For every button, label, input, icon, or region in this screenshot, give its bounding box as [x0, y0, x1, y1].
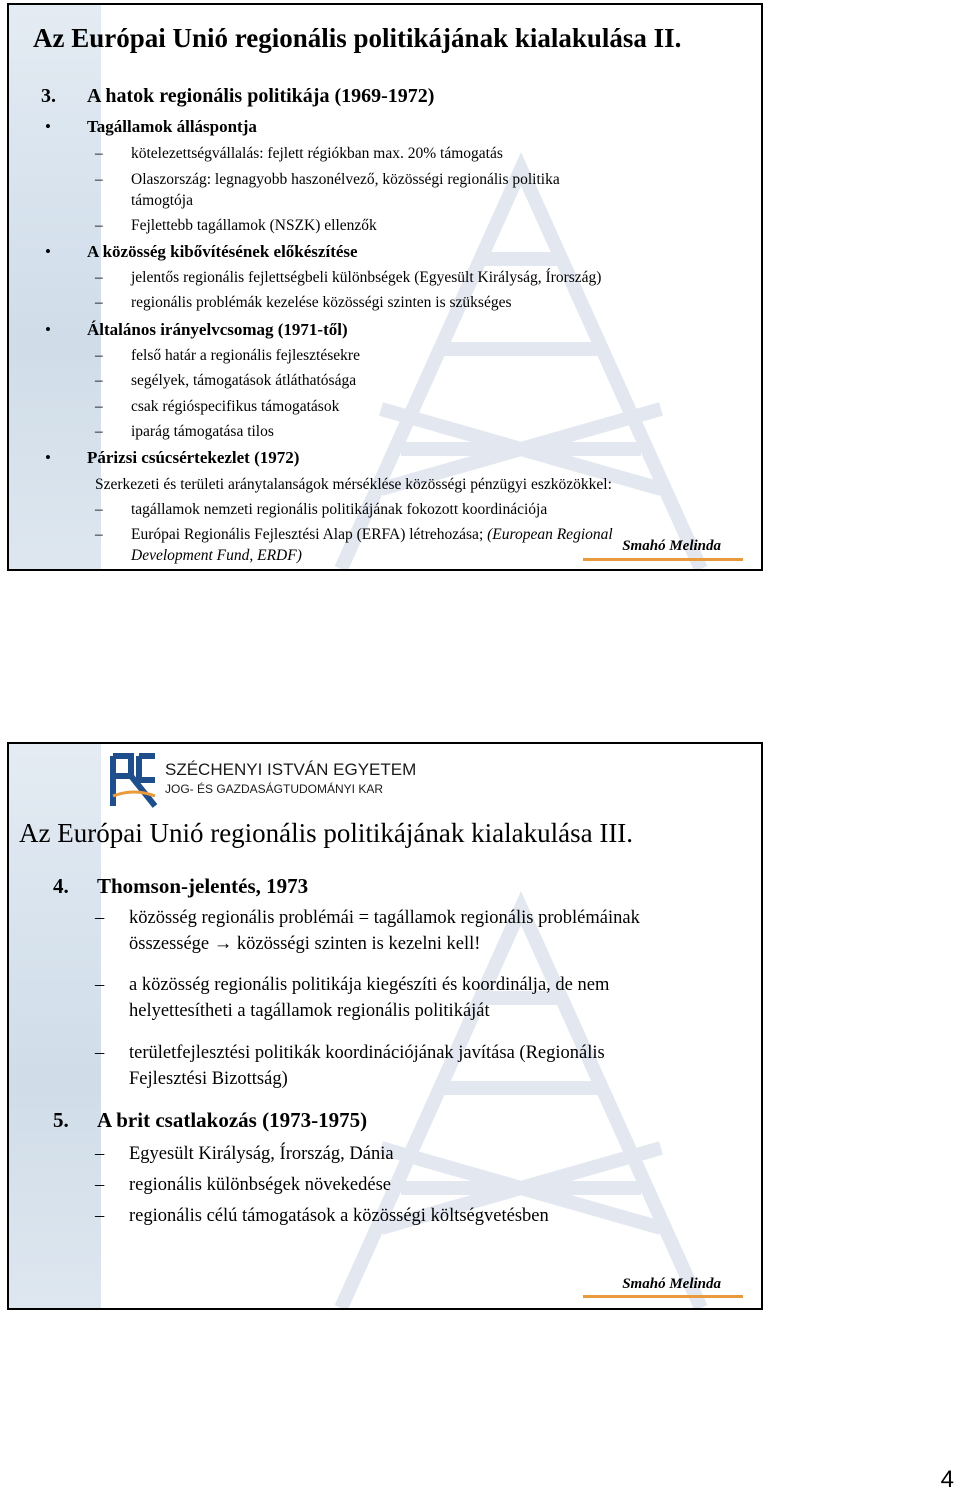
slide-title: Az Európai Unió regionális politikájának kialakulása II. — [33, 23, 682, 53]
section-title: Thomson-jelentés, 1973 — [97, 874, 309, 898]
bullet-label: Tagállamok álláspontja — [87, 117, 257, 136]
list-item: Fejlettebb tagállamok (NSZK) ellenzők — [131, 217, 377, 234]
slide-2 — [7, 3, 763, 571]
dash-icon: – — [95, 145, 103, 162]
faculty-name: JOG- ÉS GAZDASÁGTUDOMÁNYI KAR — [165, 782, 384, 796]
slide-3 — [7, 742, 763, 1310]
bullet-icon: • — [45, 117, 51, 136]
dash-icon: – — [95, 1043, 105, 1063]
list-item-continuation — [129, 934, 480, 955]
list-item: kötelezettségvállalás: fejlett régiókban max. 20% támogatás — [131, 145, 503, 162]
list-item-continuation: támogtója — [131, 192, 193, 209]
list-item: jelentős regionális fejlettségbeli különbségek (Egyesült Királyság, Írország) — [131, 269, 602, 286]
dash-icon: – — [95, 501, 103, 518]
section-number: 3. — [41, 85, 56, 107]
signature-underline — [583, 558, 743, 561]
dash-icon: – — [95, 1175, 105, 1195]
list-item-italic: (European Regional — [487, 526, 613, 543]
university-name: SZÉCHENYI ISTVÁN EGYETEM — [165, 760, 417, 779]
list-item: segélyek, támogatások átláthatósága — [131, 372, 357, 389]
list-item-continuation: Development Fund, ERDF) — [131, 547, 302, 564]
slide-title: Az Európai Unió regionális politikájának kialakulása III. — [19, 818, 634, 848]
section-number: 5. — [53, 1108, 69, 1132]
list-item: Olaszország: legnagyobb haszonélvező, közösségi regionális politika — [131, 171, 560, 188]
list-item: a közösség regionális politikája kiegészíti és koordinálja, de nem — [129, 975, 610, 995]
list-item: területfejlesztési politikák koordinációjának javítása (Regionális — [129, 1043, 605, 1063]
dash-icon: – — [95, 171, 103, 188]
list-item: közösség regionális problémái = tagállamok regionális problémáinak — [129, 908, 640, 928]
section-title: A brit csatlakozás (1973-1975) — [97, 1108, 368, 1132]
bullet-intro: Szerkezeti és területi aránytalanságok mérséklése közösségi pénzügyi eszközökkel: — [95, 476, 612, 493]
list-item: Egyesült Királyság, Írország, Dánia — [129, 1144, 394, 1164]
author-signature: Smahó Melinda — [622, 538, 721, 554]
dash-icon: – — [95, 1206, 105, 1226]
list-item-continuation: helyettesítheti a tagállamok regionális politikáját — [129, 1001, 490, 1021]
dash-icon: – — [95, 526, 103, 543]
arrow-right-icon: → — [213, 934, 233, 954]
dash-icon: – — [95, 294, 103, 311]
dash-icon: – — [95, 217, 103, 234]
dash-icon: – — [95, 269, 103, 286]
list-item — [131, 526, 613, 544]
dash-icon: – — [95, 975, 105, 995]
bullet-label: Általános irányelvcsomag (1971-től) — [87, 320, 348, 339]
list-item: regionális problémák kezelése közösségi szinten is szükséges — [131, 294, 512, 311]
dash-icon: – — [95, 423, 103, 440]
list-item: csak régióspecifikus támogatások — [131, 398, 340, 415]
dash-icon: – — [95, 1144, 105, 1164]
page-number: 4 — [940, 1466, 954, 1493]
section-number: 4. — [53, 874, 69, 898]
bullet-icon: • — [45, 242, 51, 261]
dash-icon: – — [95, 347, 103, 364]
list-item-text: Európai Regionális Fejlesztési Alap (ERFA) létrehozása; — [131, 526, 484, 543]
list-item: regionális célú támogatások a közösségi költségvetésben — [129, 1206, 549, 1226]
list-item-continuation: Fejlesztési Bizottság) — [129, 1069, 288, 1089]
dash-icon: – — [95, 398, 103, 415]
section-title: A hatok regionális politikája (1969-1972) — [87, 85, 435, 107]
list-item: felső határ a regionális fejlesztésekre — [131, 347, 360, 364]
list-item: tagállamok nemzeti regionális politikájának fokozott koordinációja — [131, 501, 548, 518]
list-item-text: közösségi szinten is kezelni kell! — [236, 934, 481, 954]
list-item: regionális különbségek növekedése — [129, 1175, 392, 1195]
author-signature: Smahó Melinda — [622, 1276, 721, 1292]
list-item: iparág támogatása tilos — [131, 423, 274, 440]
bullet-label: A közösség kibővítésének előkészítése — [87, 242, 358, 261]
bullet-icon: • — [45, 448, 51, 467]
bullet-label: Párizsi csúcsértekezlet (1972) — [87, 448, 300, 467]
dash-icon: – — [95, 372, 103, 389]
bullet-icon: • — [45, 320, 51, 339]
dash-icon: – — [95, 908, 105, 928]
signature-underline — [583, 1295, 743, 1298]
list-item-text: összessége — [129, 934, 210, 954]
